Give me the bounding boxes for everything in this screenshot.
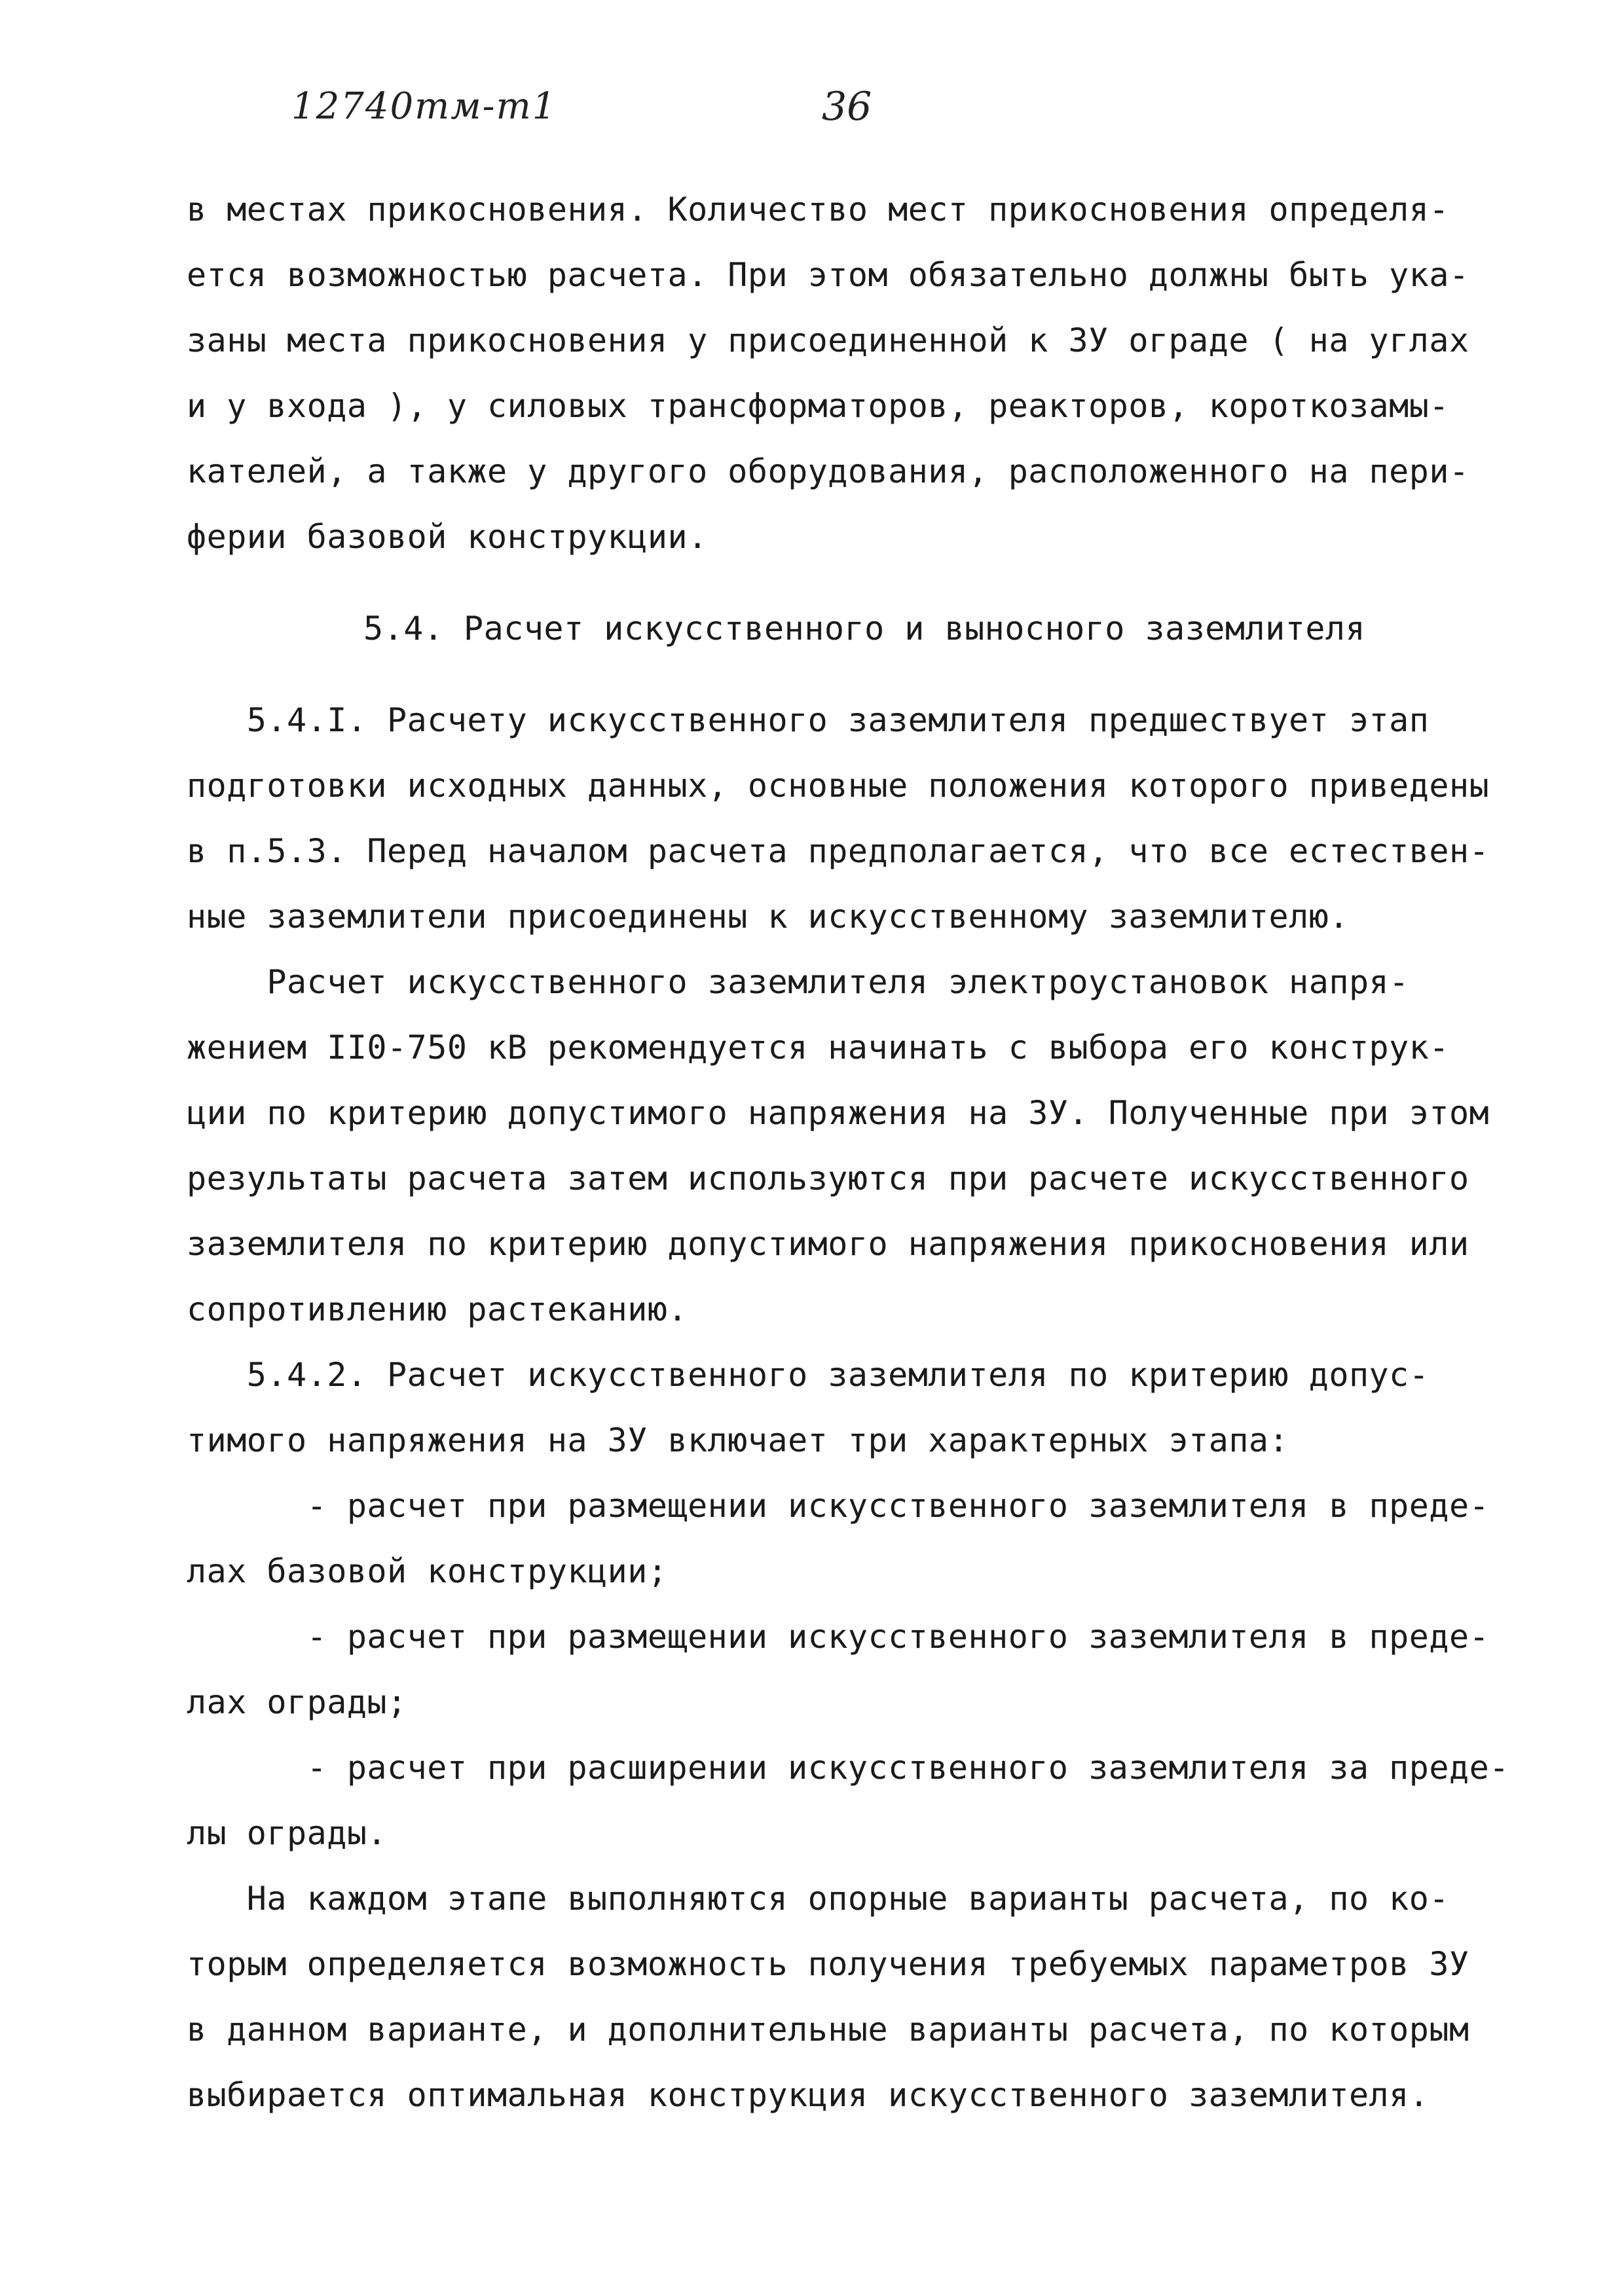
text-line: ется возможностью расчета. При этом обязательно должны быть ука- xyxy=(187,256,1469,294)
text-line: заны места прикосновения у присоединенной к ЗУ ограде ( на углах xyxy=(187,321,1469,359)
list-item-line: - расчет при расширении искусственного заземлителя за преде- xyxy=(187,1749,1509,1787)
text-line: и у входа ), у силовых трансформаторов, реакторов, короткозамы- xyxy=(187,387,1449,425)
text-line: результаты расчета затем используются при расчете искусственного xyxy=(187,1159,1469,1197)
text-line: кателей, а также у другого оборудования, расположенного на пери- xyxy=(187,452,1469,490)
text-line: 5.4.I. Расчету искусственного заземлителя предшествует этап xyxy=(187,701,1430,739)
text-line: в данном варианте, и дополнительные варианты расчета, по которым xyxy=(187,2011,1469,2049)
paragraph-4 xyxy=(187,1342,1509,1866)
document-code: 12740тм-т1 xyxy=(291,85,557,128)
text-line: Расчет искусственного заземлителя электроустановок напря- xyxy=(187,963,1409,1001)
body-text xyxy=(187,177,1509,2128)
text-line: жением II0-750 кВ рекомендуется начинать с выбора его конструк- xyxy=(187,1029,1449,1066)
heading-line: 5.4. Расчет искусственного и выносного заземлителя xyxy=(363,610,1366,647)
text-line: ферии базовой конструкции. xyxy=(187,518,708,556)
text-line: лы ограды. xyxy=(187,1814,388,1852)
text-line: лах базовой конструкции; xyxy=(187,1552,668,1590)
text-line: ции по критерию допустимого напряжения на ЗУ. Полученные при этом xyxy=(187,1094,1490,1132)
paragraph-2 xyxy=(187,687,1490,949)
section-heading xyxy=(187,596,1470,661)
text-line: сопротивлению растеканию. xyxy=(187,1290,688,1328)
text-line: в п.5.3. Перед началом расчета предполагается, что все естествен- xyxy=(187,832,1490,870)
paragraph-1 xyxy=(187,177,1470,570)
text-line: подготовки исходных данных, основные положения которого приведены xyxy=(187,767,1490,805)
page-number: 36 xyxy=(822,84,872,130)
list-item-line: - расчет при размещении искусственного заземлителя в преде- xyxy=(187,1487,1490,1525)
text-line: тимого напряжения на ЗУ включает три характерных этапа: xyxy=(187,1421,1289,1459)
text-line: На каждом этапе выполняются опорные варианты расчета, по ко- xyxy=(187,1880,1449,1918)
paragraph-5 xyxy=(187,1866,1470,2128)
list-item-line: - расчет при размещении искусственного заземлителя в преде- xyxy=(187,1618,1490,1656)
text-line: выбирается оптимальная конструкция искусственного заземлителя. xyxy=(187,2076,1430,2114)
text-line: 5.4.2. Расчет искусственного заземлителя по критерию допус- xyxy=(187,1356,1430,1394)
text-line: ные заземлители присоединены к искусственному заземлителю. xyxy=(187,898,1349,936)
text-line: лах ограды; xyxy=(187,1683,407,1721)
text-line: в местах прикосновения. Количество мест прикосновения определя- xyxy=(187,191,1449,228)
text-line: заземлителя по критерию допустимого напряжения прикосновения или xyxy=(187,1225,1469,1263)
paragraph-3 xyxy=(187,949,1490,1342)
text-line: торым определяется возможность получения требуемых параметров ЗУ xyxy=(187,1945,1469,1983)
